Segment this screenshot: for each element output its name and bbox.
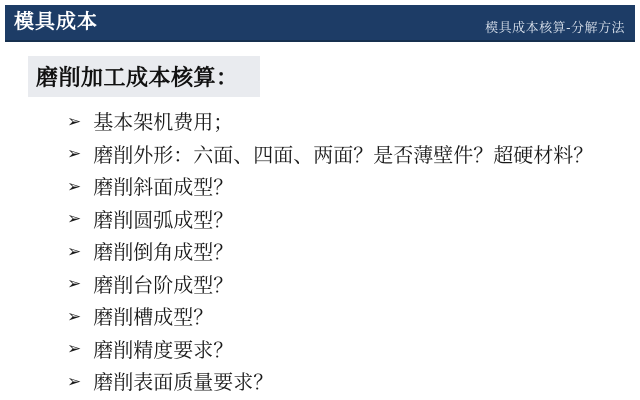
list-item-text: 基本架机费用；	[93, 110, 234, 135]
list-item	[67, 269, 627, 302]
list-item	[67, 366, 627, 399]
list-item-text: 磨削精度要求？	[93, 337, 234, 362]
page-title: 模具成本	[14, 10, 98, 33]
list-item	[67, 334, 627, 367]
arrow-bullet-icon: ➢	[67, 111, 82, 132]
list-item	[67, 139, 627, 172]
list-item	[67, 236, 627, 269]
arrow-bullet-icon: ➢	[67, 209, 82, 230]
list-item	[67, 301, 627, 334]
arrow-bullet-icon: ➢	[67, 306, 82, 327]
section-heading	[28, 56, 260, 97]
arrow-bullet-icon: ➢	[67, 339, 82, 360]
list-item-text: 磨削表面质量要求？	[93, 370, 274, 395]
arrow-bullet-icon: ➢	[67, 274, 82, 295]
arrow-bullet-icon: ➢	[67, 144, 82, 165]
list-item-text: 磨削槽成型？	[93, 305, 214, 330]
list-item	[67, 204, 627, 237]
header-bar	[5, 5, 635, 42]
list-item-text: 磨削斜面成型？	[93, 175, 234, 200]
list-item-text: 磨削圆弧成型？	[93, 207, 234, 232]
arrow-bullet-icon: ➢	[67, 241, 82, 262]
list-item	[67, 106, 627, 139]
bullet-list	[67, 106, 627, 399]
section-heading-text: 磨削加工成本核算：	[36, 65, 239, 90]
list-item	[67, 171, 627, 204]
list-item-text: 磨削外形：六面、四面、两面？是否薄壁件？超硬材料？	[93, 142, 594, 167]
arrow-bullet-icon: ➢	[67, 176, 82, 197]
list-item-text: 磨削台阶成型？	[93, 272, 234, 297]
list-item-text: 磨削倒角成型？	[93, 240, 234, 265]
header-subtitle: 模具成本核算-分解方法	[485, 21, 625, 36]
arrow-bullet-icon: ➢	[67, 371, 82, 392]
